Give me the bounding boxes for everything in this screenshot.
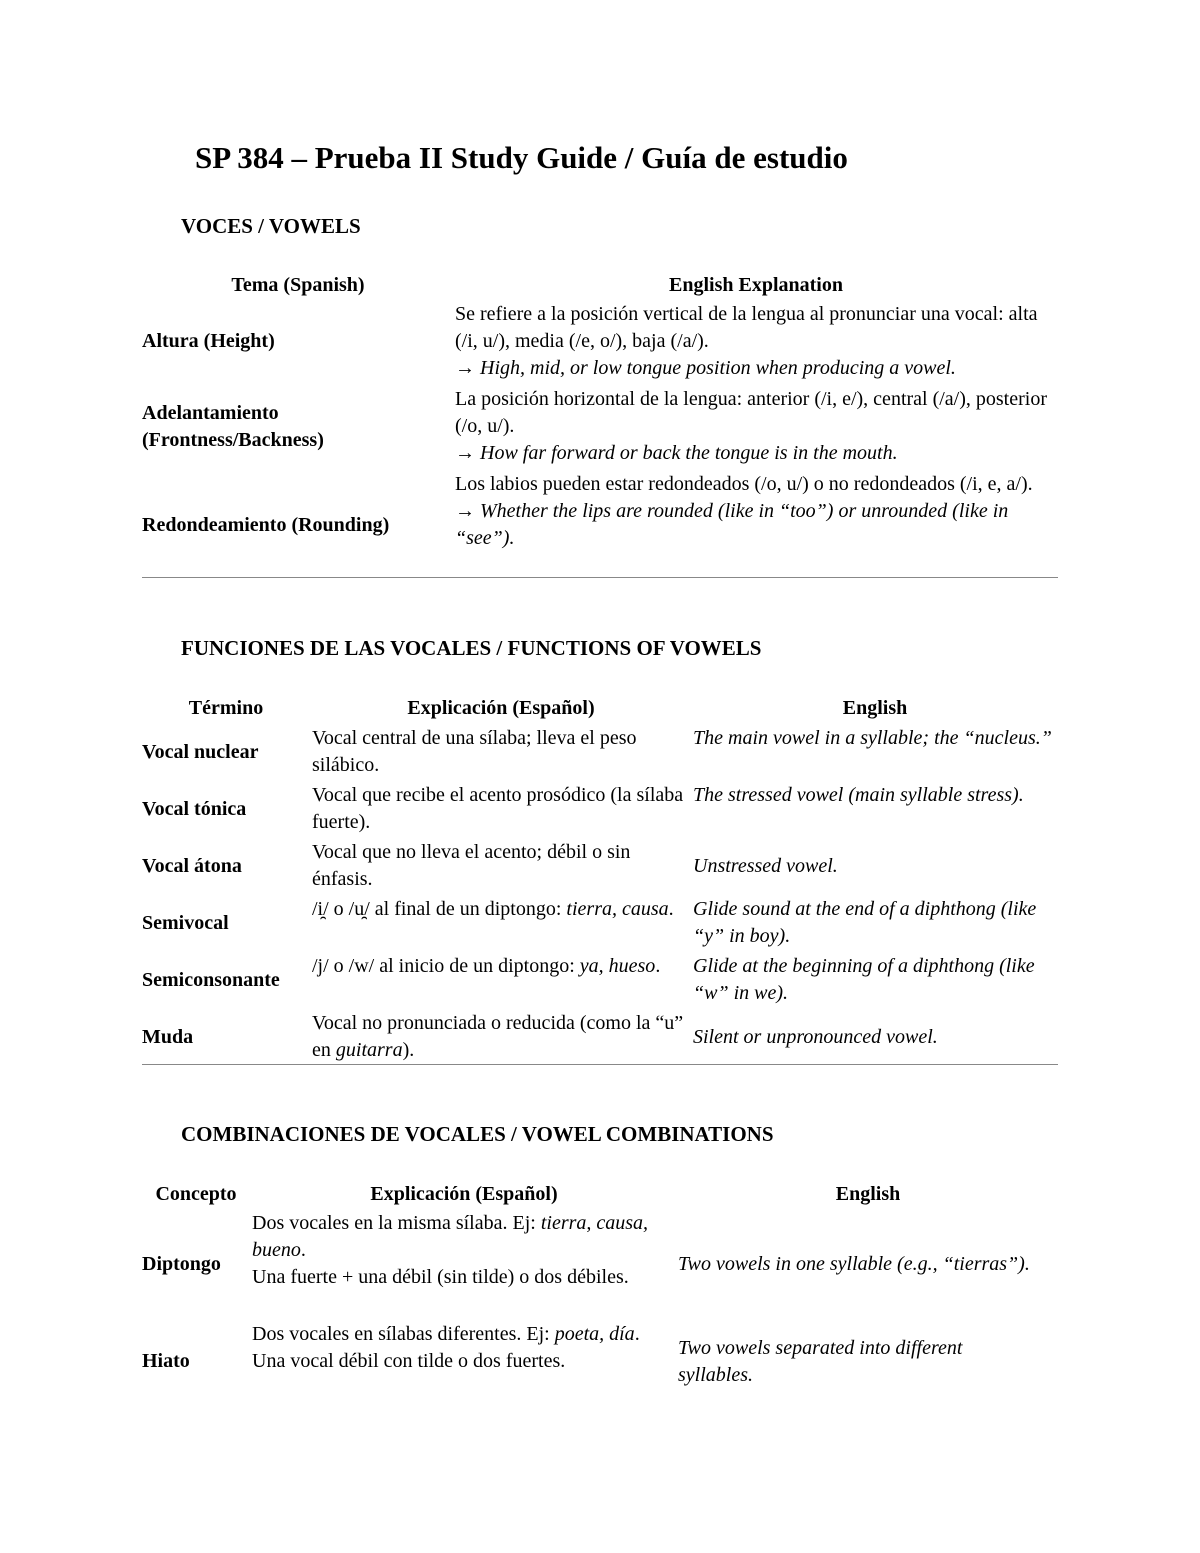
row-term: Altura (Height): [142, 330, 275, 352]
row-spanish: Dos vocales en sílabas diferentes. Ej: poeta, día. Una vocal débil con tilde o dos fuertes.: [252, 1323, 640, 1372]
row-spanish: Vocal no pronunciada o reducida (como la “u” en guitarra).: [312, 1012, 684, 1061]
row-spanish: Dos vocales en la misma sílaba. Ej: tierra, causa, bueno. Una fuerte + una débil (sin tilde) o dos débiles.: [252, 1212, 649, 1288]
col-header-english: English: [842, 697, 908, 719]
col-header-english: English: [835, 1183, 901, 1205]
col-header-concepto: Concepto: [155, 1183, 237, 1205]
vowels-table: [142, 272, 1058, 582]
row-term: Vocal tónica: [142, 797, 247, 820]
combinations-table: [142, 1181, 1058, 1411]
row-english: The stressed vowel (main syllable stress).: [693, 784, 1024, 806]
row-english: Silent or unpronounced vowel.: [693, 1025, 938, 1048]
functions-table: [142, 695, 1058, 1070]
row-term: Muda: [142, 1025, 194, 1048]
row-term: Vocal átona: [142, 854, 242, 877]
row-spanish: Los labios pueden estar redondeados (/o, u/) o no redondeados (/i, e, a/).: [455, 473, 1033, 495]
row-english: Two vowels in one syllable (e.g., “tierras”).: [678, 1252, 1030, 1275]
row-english: The main vowel in a syllable; the “nucleus.”: [693, 727, 1052, 749]
row-english: → Whether the lips are rounded (like in “too”) or unrounded (like in “see”).: [455, 500, 1009, 549]
page-title: SP 384 – Prueba II Study Guide / Guía de estudio: [195, 140, 848, 175]
row-spanish: La posición horizontal de la lengua: anterior (/i, e/), central (/a/), posterior (/o, u/).: [455, 388, 1047, 437]
row-spanish: /i̯/ o /u̯/ al final de un diptongo: tierra, causa.: [312, 898, 674, 920]
functions-heading: FUNCIONES DE LAS VOCALES / FUNCTIONS OF VOWELS: [181, 636, 762, 660]
col-header-explicacion: Explicación (Español): [370, 1183, 558, 1205]
col-header-explicacion: Explicación (Español): [407, 697, 595, 719]
row-english: → High, mid, or low tongue position when producing a vowel.: [455, 357, 956, 379]
row-english: Glide sound at the end of a diphthong (like “y” in boy).: [693, 898, 1037, 947]
row-term: Redondeamiento (Rounding): [142, 513, 390, 536]
col-header-tema: Tema (Spanish): [231, 274, 365, 296]
row-english: → How far forward or back the tongue is in the mouth.: [455, 442, 898, 464]
table-bottom-rule: [142, 577, 1058, 578]
row-spanish: /j/ o /w/ al inicio de un diptongo: ya, hueso.: [312, 955, 661, 977]
row-term: Hiato: [142, 1350, 190, 1372]
combinations-heading: COMBINACIONES DE VOCALES / VOWEL COMBINATIONS: [181, 1122, 774, 1146]
vowels-heading: VOCES / VOWELS: [181, 214, 361, 238]
row-spanish: Vocal que no lleva el acento; débil o sin énfasis.: [312, 841, 631, 890]
row-term: Semiconsonante: [142, 968, 280, 991]
row-english: Glide at the beginning of a diphthong (like “w” in we).: [693, 955, 1035, 1004]
row-term: Vocal nuclear: [142, 740, 259, 763]
row-spanish: Se refiere a la posición vertical de la lengua al pronunciar una vocal: alta (/i, u/), media (/e, o/), baja (/a/).: [455, 303, 1038, 352]
col-header-termino: Término: [188, 697, 264, 719]
table-bottom-rule: [142, 1064, 1058, 1065]
row-spanish: Vocal que recibe el acento prosódico (la sílaba fuerte).: [312, 784, 684, 833]
row-english: Two vowels separated into different syllables.: [678, 1336, 963, 1386]
col-header-english: English Explanation: [669, 274, 843, 296]
row-english: Unstressed vowel.: [693, 854, 838, 877]
row-term: Adelantamiento (Frontness/Backness): [142, 401, 324, 451]
row-spanish: Vocal central de una sílaba; lleva el peso silábico.: [312, 727, 637, 776]
row-term: Diptongo: [142, 1252, 221, 1275]
row-term: Semivocal: [142, 911, 229, 934]
